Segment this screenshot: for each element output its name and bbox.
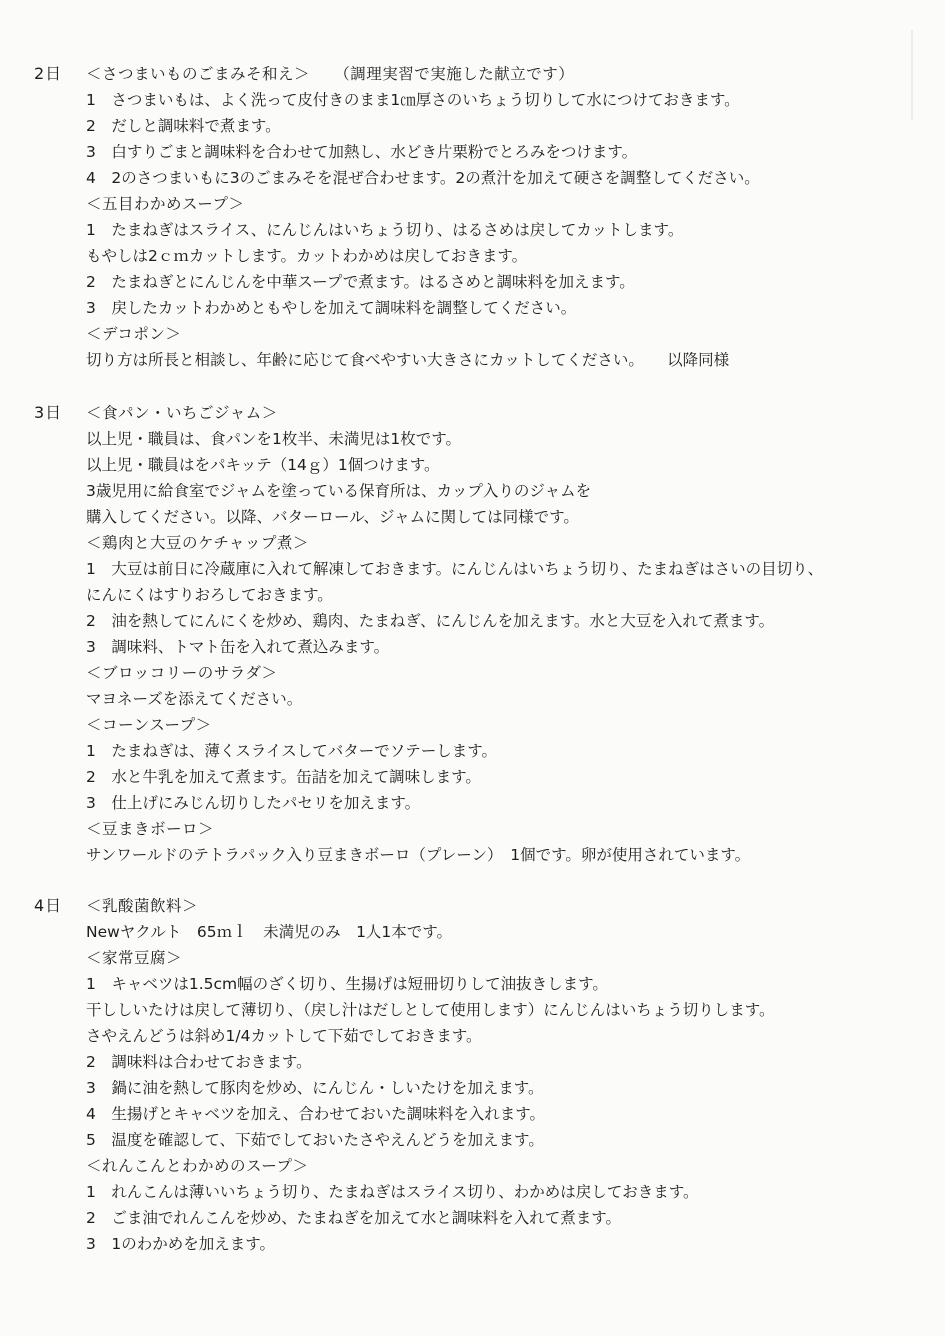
instruction-line: 2 油を熱してにんにくを炒め、鶏肉、たまねぎ、にんじんを加えます。水と大豆を入れて煮ます。 — [86, 612, 775, 630]
instruction-line: 切り方は所長と相談し、年齢に応じて食べやすい大きさにカットしてください。 以降同様 — [86, 351, 730, 369]
instruction-line: 2 だしと調味料で煮ます。 — [86, 117, 281, 135]
dish-heading: ＜デコポン＞ — [86, 325, 182, 343]
instruction-line: 購入してください。以降、バターロール、ジャムに関しては同様です。 — [86, 508, 579, 526]
instruction-line: さやえんどうは斜め1/4カットして下茹でしておきます。 — [86, 1027, 482, 1045]
instruction-line: 2 調味料は合わせておきます。 — [86, 1053, 312, 1071]
day-instructions — [86, 400, 926, 868]
instruction-line: 以上児・職員はをパキッテ（14ｇ）1個つけます。 — [86, 456, 440, 474]
instruction-line: 3 調味料、トマト缶を入れて煮込みます。 — [86, 638, 390, 656]
day-label: 2日 — [34, 64, 63, 83]
instruction-line: 1 れんこんは薄いいちょう切り、たまねぎはスライス切り、わかめは戻しておきます。 — [86, 1183, 699, 1201]
instruction-line: 1 たまねぎはスライス、にんじんはいちょう切り、はるさめは戻してカットします。 — [86, 221, 684, 239]
dish-heading: ＜れんこんとわかめのスープ＞ — [86, 1157, 309, 1175]
instruction-line: 3 仕上げにみじん切りしたパセリを加えます。 — [86, 794, 421, 812]
dish-heading: ＜さつまいものごまみそ和え＞ （調理実習で実施した献立です） — [86, 65, 575, 83]
dish-heading: ＜家常豆腐＞ — [86, 949, 183, 967]
instruction-line: 以上児・職員は、食パンを1枚半、未満児は1枚です。 — [86, 430, 461, 448]
instruction-line: 4 2のさつまいもに3のごまみそを混ぜ合わせます。2の煮汁を加えて硬さを調整してください。 — [86, 169, 760, 187]
instruction-line: 1 たまねぎは、薄くスライスしてバターでソテーします。 — [86, 742, 498, 760]
instruction-line: 3歳児用に給食室でジャムを塗っている保育所は、カップ入りのジャムを — [86, 482, 592, 500]
instruction-line: 2 たまねぎとにんじんを中華スープで煮ます。はるさめと調味料を加えます。 — [86, 273, 635, 291]
instruction-line: 2 水と牛乳を加えて煮ます。缶詰を加えて調味します。 — [86, 768, 481, 786]
dish-heading: ＜豆まきボーロ＞ — [86, 820, 215, 838]
instruction-line: Newヤクルト 65ｍｌ 未満児のみ 1人1本です。 — [86, 923, 453, 941]
instruction-line: 1 大豆は前日に冷蔵庫に入れて解凍しておきます。にんじんはいちょう切り、たまねぎはさいの目切り、 — [86, 560, 824, 578]
instruction-line: 5 温度を確認して、下茹でしておいたさやえんどうを加えます。 — [86, 1131, 544, 1149]
instruction-line: にんにくはすりおろしておきます。 — [86, 586, 333, 604]
dish-heading: ＜乳酸菌飲料＞ — [86, 897, 199, 915]
instruction-line: 4 生揚げとキャベツを加え、合わせておいた調味料を入れます。 — [86, 1105, 546, 1123]
instruction-line: 干ししいたけは戻して薄切り、（戻し汁はだしとして使用します）にんじんはいちょう切りします。 — [86, 1001, 775, 1019]
day-instructions — [86, 893, 926, 1257]
instruction-line: 3 戻したカットわかめともやしを加えて調味料を調整してください。 — [86, 299, 577, 317]
instruction-line: 3 1のわかめを加えます。 — [86, 1235, 275, 1253]
instruction-line: 1 さつまいもは、よく洗って皮付きのまま1㎝厚さのいちょう切りして水につけておきます。 — [86, 91, 740, 109]
instruction-line: 3 白すりごまと調味料を合わせて加熱し、水どき片栗粉でとろみをつけます。 — [86, 143, 638, 161]
instruction-line: 1 キャベツは1.5cm幅のざく切り、生揚げは短冊切りして油抜きします。 — [86, 975, 608, 993]
day-label: 3日 — [34, 403, 63, 422]
dish-heading: ＜食パン・いちごジャム＞ — [86, 404, 278, 422]
instruction-line: 2 ごま油でれんこんを炒め、たまねぎを加えて水と調味料を入れて煮ます。 — [86, 1209, 622, 1227]
day-label: 4日 — [34, 896, 63, 915]
dish-heading: ＜五目わかめスープ＞ — [86, 195, 245, 213]
instruction-line: マヨネーズを添えてください。 — [86, 690, 303, 708]
instruction-line: もやしは2ｃｍカットします。カットわかめは戻しておきます。 — [86, 247, 528, 265]
dish-heading: ＜鶏肉と大豆のケチャップ煮＞ — [86, 534, 309, 552]
instruction-line: サンワールドのテトラパック入り豆まきボーロ（プレーン） 1個です。卵が使用されています。 — [86, 846, 751, 864]
dish-heading: ＜コーンスープ＞ — [86, 716, 212, 734]
instruction-line: 3 鍋に油を熱して豚肉を炒め、にんじん・しいたけを加えます。 — [86, 1079, 544, 1097]
day-instructions — [86, 61, 926, 373]
dish-heading: ＜ブロッコリーのサラダ＞ — [86, 664, 278, 682]
